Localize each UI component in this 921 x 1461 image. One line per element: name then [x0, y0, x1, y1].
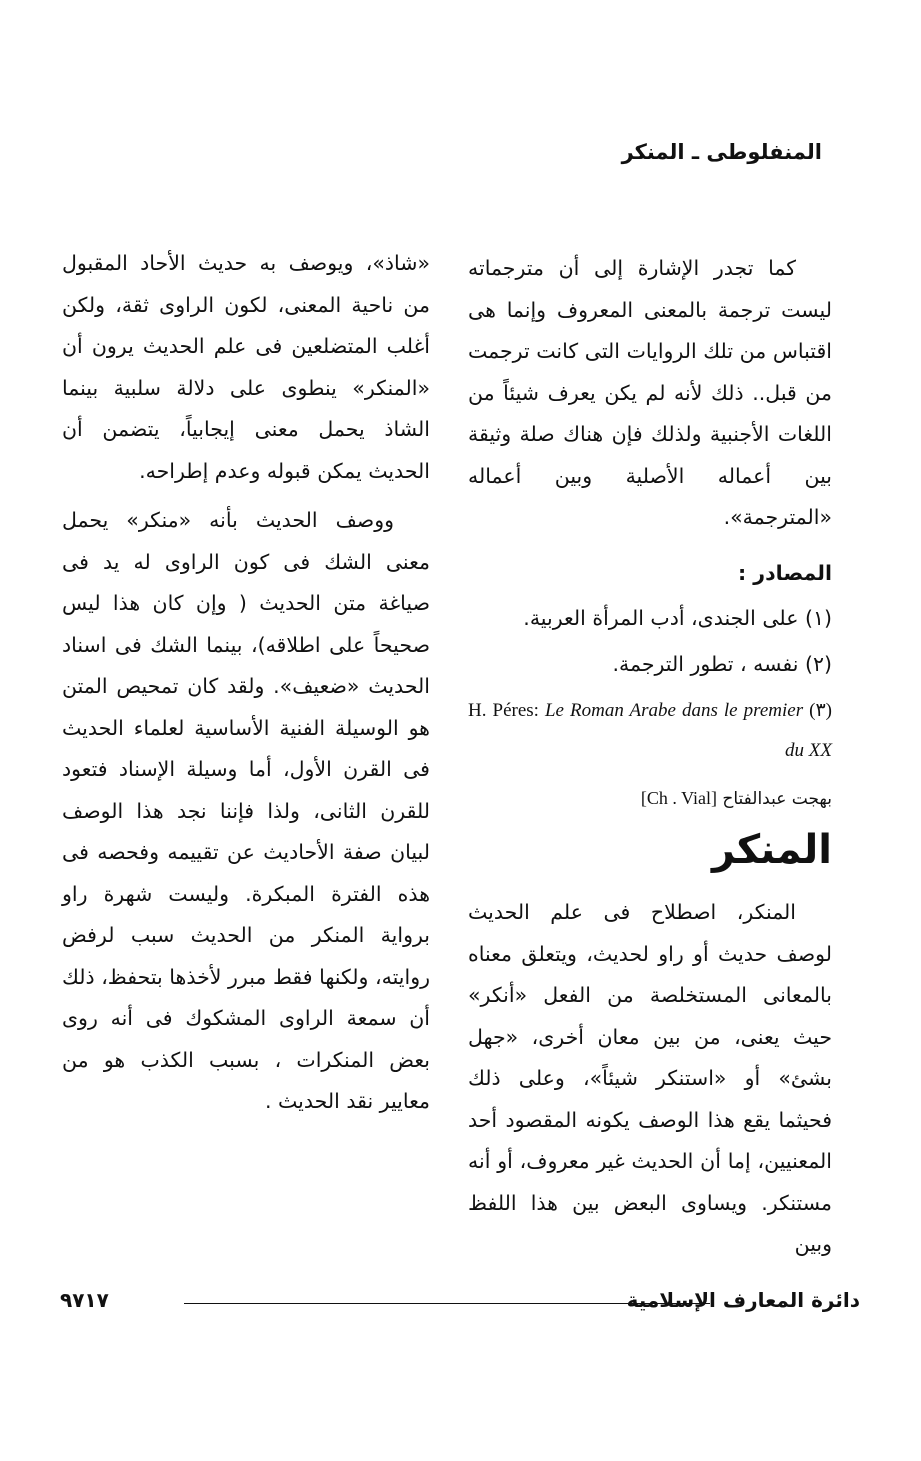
intro-paragraph: كما تجدر الإشارة إلى أن مترجماته ليست ترجمة بالمعنى المعروف وإنما هى اقتباس من تلك الروايات التى كانت ترجمت من قبل.. ذلك لأنه لم يكن يعرف شيئاً من اللغات الأجنبية ولذلك فإن هناك صلة وثيقة بين أعماله الأصلية وبين أعماله «المترجمة».: [468, 256, 832, 529]
page-footer: [60, 1288, 860, 1328]
author-arabic-name: بهجت عبدالفتاح: [722, 789, 832, 809]
source-3-citation: [468, 700, 832, 761]
right-column: [468, 248, 832, 1266]
sources-heading: المصادر :: [737, 560, 832, 585]
author-latin-name: [Ch . Vial]: [640, 788, 717, 808]
article-paragraph: المنكر، اصطلاح فى علم الحديث لوصف حديث أو راو لحديث، ويتعلق معناه بالمعانى المستخلصة من الفعل «أنكر» حيث يعنى، من بين معان أخرى، «جهل بشئ» أو «استنكر شيئاً»، وعلى ذلك فحيثما يقع هذا الوصف يكونه المقصود أحد المعنيين، إما أن الحديث غير معروف، أو أنه مستنكر. ويساوى البعض بين هذا اللفظ وبين: [468, 900, 832, 1256]
source-3-author: H. Péres:: [468, 700, 545, 721]
source-3-number: (٣): [809, 700, 832, 721]
article-author: [468, 781, 832, 816]
source-item-2: (٢) نفسه ، تطور الترجمة.: [612, 651, 832, 676]
source-item-1: (١) على الجندى، أدب المرأة العربية.: [523, 606, 832, 630]
footer-page-number: ٩٧١٧: [60, 1288, 109, 1312]
footer-encyclopedia-name: دائرة المعارف الإسلامية: [626, 1288, 860, 1312]
left-paragraph-1: «شاذ»، ويوصف به حديث الأحاد المقبول من ناحية المعنى، لكون الراوى ثقة، ولكن أغلب المتضلعين فى علم الحديث يرون أن «المنكر» ينطوى على دلالة سلبية بينما الشاذ يحمل معنى إيجابياً، يتضمن أن الحديث يمكن قبوله وعدم إطراحه.: [62, 251, 430, 483]
running-header-title: المنفلوطى ـ المنكر: [621, 140, 822, 164]
left-column: [62, 243, 430, 1123]
left-paragraph-2: ووصف الحديث بأنه «منكر» يحمل معنى الشك فى كون الراوى له يد فى صياغة متن الحديث ( وإن كان هذا ليس صحيحاً على اطلاقه)، بينما الشك فى اسناد الحديث «ضعيف». ولقد كان تمحيص المتن هو الوسيلة الفنية الأساسية لعلماء الحديث فى القرن الأول، أما وسيلة الإسناد فتعود للقرن الثانى، ولذا فإننا نجد هذا الوصف لبيان صفة الأحاديث عن تقييمه وفحصه فى هذه الفترة المبكرة. وليست شهرة راو برواية المنكر من الحديث سبب لرفض روايته، ولكنها فقط مبرر لأخذها بتحفظ، ذلك أن سمعة الراوى المشكوك فى أنه روى بعض المنكرات ، بسبب الكذب هو من معايير نقد الحديث .: [62, 508, 430, 1113]
footer-rule: [184, 1303, 710, 1304]
article-title: المنكر: [711, 827, 832, 873]
source-item-3: [468, 691, 832, 771]
source-3-title: Le Roman Arabe dans le premier du XX: [544, 700, 832, 761]
